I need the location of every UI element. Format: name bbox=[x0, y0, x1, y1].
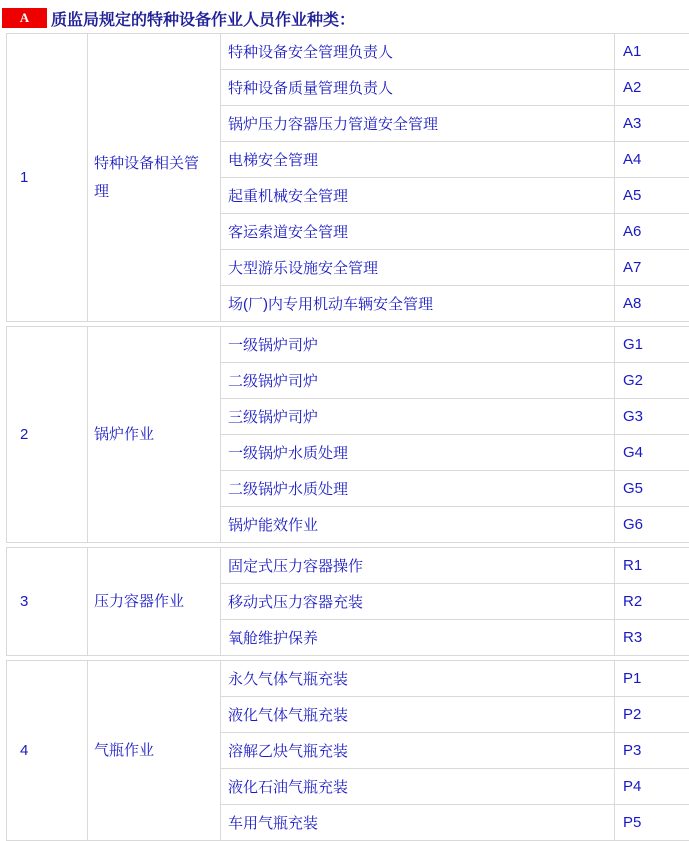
table-row bbox=[7, 34, 689, 70]
item-name-cell: 一级锅炉司炉 bbox=[221, 327, 615, 363]
item-code-cell: G2 bbox=[615, 363, 689, 399]
table-row bbox=[7, 661, 689, 697]
item-code-cell: P2 bbox=[615, 697, 689, 733]
item-code-cell: P5 bbox=[615, 805, 689, 841]
category-table bbox=[6, 326, 689, 543]
item-name-cell: 二级锅炉司炉 bbox=[221, 363, 615, 399]
item-name-cell: 电梯安全管理 bbox=[221, 142, 615, 178]
item-code-cell: P1 bbox=[615, 661, 689, 697]
item-name-cell: 客运索道安全管理 bbox=[221, 214, 615, 250]
item-code-cell: P3 bbox=[615, 733, 689, 769]
table-row bbox=[7, 548, 689, 584]
group-category-cell: 特种设备相关管理 bbox=[88, 34, 221, 322]
item-name-cell: 锅炉能效作业 bbox=[221, 507, 615, 543]
item-name-cell: 移动式压力容器充装 bbox=[221, 584, 615, 620]
item-code-cell: R2 bbox=[615, 584, 689, 620]
item-code-cell: A8 bbox=[615, 286, 689, 322]
item-name-cell: 特种设备质量管理负责人 bbox=[221, 70, 615, 106]
item-code-cell: A2 bbox=[615, 70, 689, 106]
section-badge: A bbox=[2, 8, 47, 28]
item-name-cell: 场(厂)内专用机动车辆安全管理 bbox=[221, 286, 615, 322]
item-name-cell: 三级锅炉司炉 bbox=[221, 399, 615, 435]
item-name-cell: 特种设备安全管理负责人 bbox=[221, 34, 615, 70]
page-title: 质监局规定的特种设备作业人员作业种类： bbox=[51, 11, 356, 29]
category-table bbox=[6, 547, 689, 656]
group-number-cell: 1 bbox=[7, 34, 88, 322]
item-code-cell: R1 bbox=[615, 548, 689, 584]
group-number-cell: 2 bbox=[7, 327, 88, 543]
group-number-cell: 3 bbox=[7, 548, 88, 656]
group-number-cell: 4 bbox=[7, 661, 88, 841]
item-code-cell: G6 bbox=[615, 507, 689, 543]
item-name-cell: 溶解乙炔气瓶充装 bbox=[221, 733, 615, 769]
group-category-cell: 锅炉作业 bbox=[88, 327, 221, 543]
item-name-cell: 二级锅炉水质处理 bbox=[221, 471, 615, 507]
item-name-cell: 永久气体气瓶充装 bbox=[221, 661, 615, 697]
item-code-cell: A1 bbox=[615, 34, 689, 70]
item-code-cell: A7 bbox=[615, 250, 689, 286]
item-name-cell: 车用气瓶充装 bbox=[221, 805, 615, 841]
item-code-cell: G4 bbox=[615, 435, 689, 471]
item-name-cell: 锅炉压力容器压力管道安全管理 bbox=[221, 106, 615, 142]
item-name-cell: 起重机械安全管理 bbox=[221, 178, 615, 214]
item-code-cell: A6 bbox=[615, 214, 689, 250]
item-name-cell: 液化石油气瓶充装 bbox=[221, 769, 615, 805]
item-code-cell: A5 bbox=[615, 178, 689, 214]
page-header bbox=[2, 8, 689, 28]
item-name-cell: 固定式压力容器操作 bbox=[221, 548, 615, 584]
item-code-cell: G5 bbox=[615, 471, 689, 507]
item-name-cell: 氧舱维护保养 bbox=[221, 620, 615, 656]
item-code-cell: G3 bbox=[615, 399, 689, 435]
item-code-cell: P4 bbox=[615, 769, 689, 805]
category-table bbox=[6, 660, 689, 841]
item-code-cell: A4 bbox=[615, 142, 689, 178]
category-tables bbox=[6, 33, 689, 841]
category-table bbox=[6, 33, 689, 322]
table-row bbox=[7, 327, 689, 363]
group-category-cell: 气瓶作业 bbox=[88, 661, 221, 841]
item-name-cell: 液化气体气瓶充装 bbox=[221, 697, 615, 733]
item-name-cell: 一级锅炉水质处理 bbox=[221, 435, 615, 471]
item-name-cell: 大型游乐设施安全管理 bbox=[221, 250, 615, 286]
item-code-cell: G1 bbox=[615, 327, 689, 363]
item-code-cell: R3 bbox=[615, 620, 689, 656]
item-code-cell: A3 bbox=[615, 106, 689, 142]
group-category-cell: 压力容器作业 bbox=[88, 548, 221, 656]
